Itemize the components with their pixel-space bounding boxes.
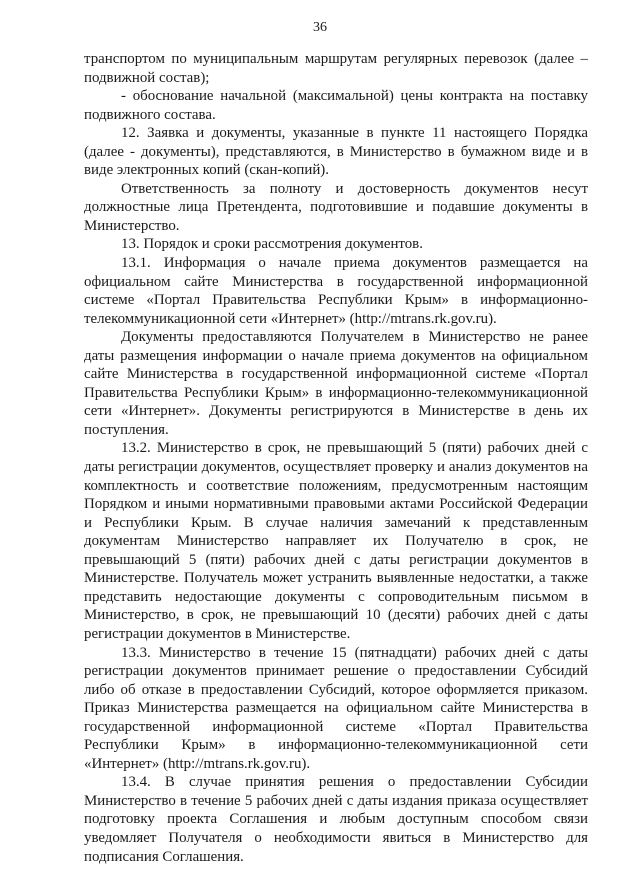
paragraph-13-2: 13.2. Министерство в срок, не превышающий 5 (пяти) рабочих дней с даты регистрации документов, осуществляет проверку и анализ документов на комплектность и соответствие положениям, предусмотренным настоящим Порядком и иными нормативными правовыми актами Российской Федерации и Республики Крым. В случае наличия замечаний к представленным документам Министерство направляет их Получателю в срок, не превышающий 5 (пяти) рабочих дней с даты регистрации документов в Министерстве. Получатель может устранить выявленные недостатки, а также представить недостающие документы с сопроводительным письмом в Министерство, в срок, не превышающий 10 (десяти) рабочих дней с даты регистрации документов в Министерстве.	[84, 440, 588, 642]
paragraph-13-3: 13.3. Министерство в течение 15 (пятнадцати) рабочих дней с даты регистрации документов принимает решение о предоставлении Субсидий либо об отказе в предоставлении Субсидий, которое оформляется приказом. Приказ Министерства размещается на официальном сайте Министерства в государственной информационной системе «Портал Правительства Республики Крым» в информационно-телекоммуникационной сети «Интернет» (http://mtrans.rk.gov.ru).	[84, 644, 588, 772]
document-body	[84, 50, 588, 866]
paragraph-13-heading: 13. Порядок и сроки рассмотрения документов.	[121, 236, 423, 253]
page-number: 36	[313, 20, 327, 35]
paragraph-13-1: 13.1. Информация о начале приема документов размещается на официальном сайте Министерства в государственной информационной системе «Портал Правительства Республики Крым» в информационно-телекоммуникационной сети «Интернет» (http://mtrans.rk.gov.ru).	[84, 255, 588, 327]
paragraph-13-4: 13.4. В случае принятия решения о предоставлении Субсидии Министерство в течение 5 рабочих дней с даты издания приказа осуществляет подготовку проекта Соглашения и любым доступным способом связи уведомляет Получателя о необходимости явиться в Министерство для подписания Соглашения.	[84, 774, 588, 865]
paragraph-documents-submission: Документы предоставляются Получателем в Министерство не ранее даты размещения информации о начале приема документов на официальном сайте Министерства в государственной информационной системе «Портал Правительства Республики Крым» в информационно-телекоммуникационной сети «Интернет». Документы регистрируются в Министерстве в день их поступления.	[84, 329, 588, 438]
paragraph-price-justification: - обоснование начальной (максимальной) цены контракта на поставку подвижного состава.	[84, 88, 588, 123]
paragraph-responsibility: Ответственность за полноту и достоверность документов несут должностные лица Претендента, подготовившие и подавшие документы в Министерство.	[84, 180, 588, 234]
paragraph-rolling-stock-continued: транспортом по муниципальным маршрутам регулярных перевозок (далее – подвижной состав);	[84, 51, 588, 86]
paragraph-12-application: 12. Заявка и документы, указанные в пункте 11 настоящего Порядка (далее - документы), представляются, в Министерство в бумажном виде и в виде электронных копий (скан-копий).	[84, 125, 588, 179]
